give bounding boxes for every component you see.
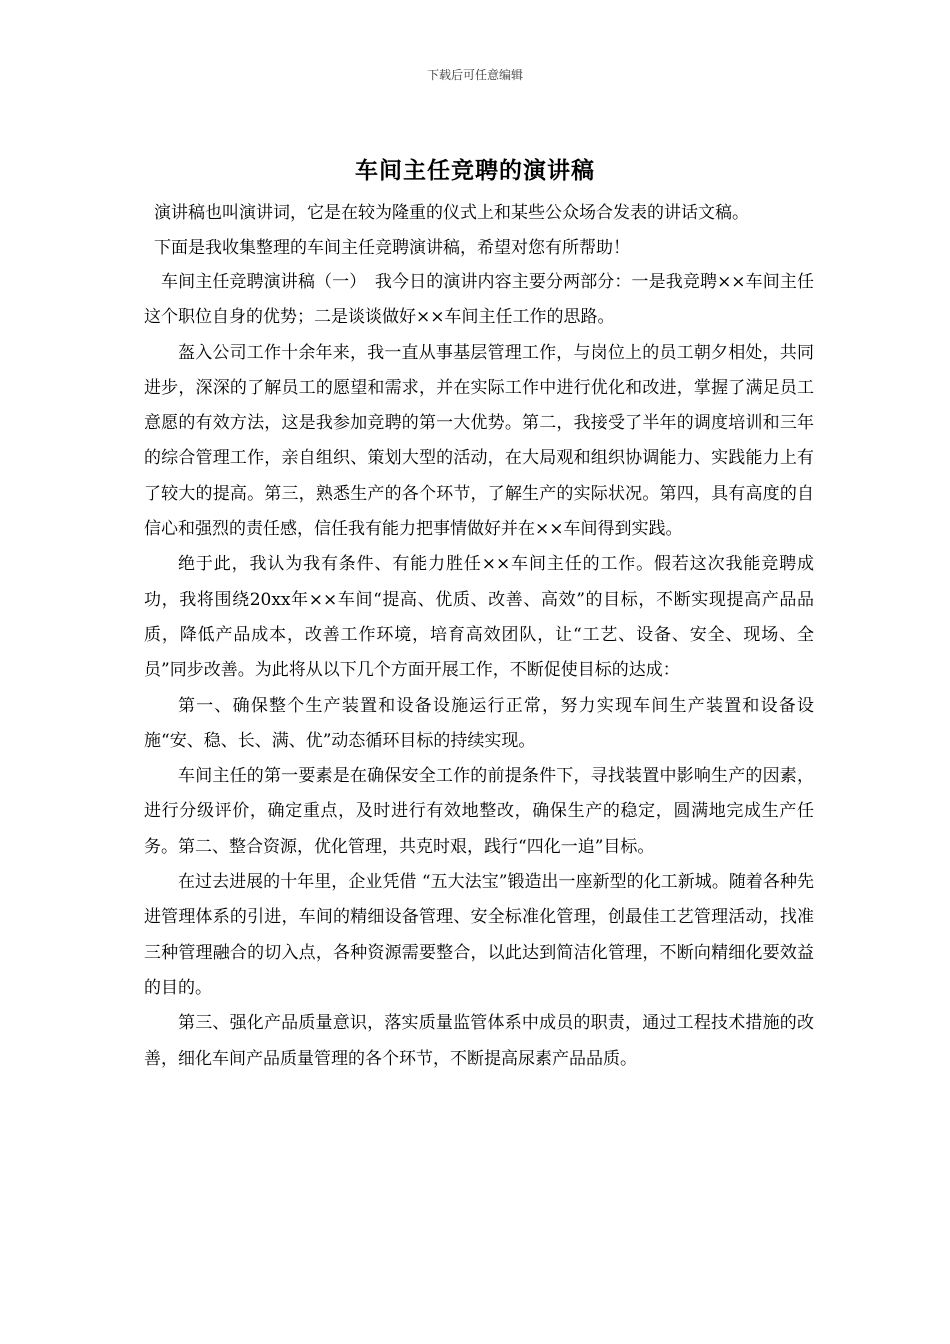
paragraph-5: 车间主任的第一要素是在确保安全工作的前提条件下，寻找装置中影响生产的因素，进行分级评价，确定重点，及时进行有效地整改，确保生产的稳定，圆满地完成生产任务。第二、整合资源，优化管理，共克时艰，践行“四化一追”目标。 [144,766,814,857]
paragraph-6: 在过去进展的十年里，企业凭借 “五大法宝”锻造出一座新型的化工新城。随着各种先进管理体系的引进，车间的精细设备管理、安全标准化管理，创最佳工艺管理活动，找准三种管理融合的切入点，各种资源需要整合，以此达到简洁化管理，不断向精细化要效益的目的。 [144,872,814,998]
paragraph-4: 第一、确保整个生产装置和设备设施运行正常，努力实现车间生产装置和设备设施“安、稳、长、满、优”动态循环目标的持续实现。 [144,695,814,751]
paragraph-1: 车间主任竞聘演讲稿（一） 我今日的演讲内容主要分两部分：一是我竞聘××车间主任这个职位自身的优势；二是谈谈做好××车间主任工作的思路。 [144,272,814,328]
paragraph-7: 第三、强化产品质量意识，落实质量监管体系中成员的职责，通过工程技术措施的改善，细化车间产品质量管理的各个环节，不断提高尿素产品品质。 [144,1013,814,1069]
intro-line-1: 演讲稿也叫演讲词，它是在较为隆重的仪式上和某些公众场合发表的讲话文稿。 [154,203,749,223]
intro-line-2: 下面是我收集整理的车间主任竞聘演讲稿，希望对您有所帮助！ [154,238,630,258]
page-header-note: 下载后可任意编辑 [426,68,523,82]
paragraph-2: 盔入公司工作十余年来，我一直从事基层管理工作，与岗位上的员工朝夕相处，共同进步，深深的了解员工的愿望和需求，并在实际工作中进行优化和改进，掌握了满足员工意愿的有效方法，这是我参加竞聘的第一大优势。第二，我接受了半年的调度培训和三年的综合管理工作，亲自组织、策划大型的活动，在大局观和组织协调能力、实践能力上有了较大的提高。第三，熟悉生产的各个环节，了解生产的实际状况。第四，具有高度的自信心和强烈的责任感，信任我有能力把事情做好并在××车间得到实践。 [144,342,814,540]
document-body [144,265,814,1077]
paragraph-3: 绝于此，我认为我有条件、有能力胜任××车间主任的工作。假若这次我能竞聘成功，我将围绕20xx年××车间“提高、优质、改善、高效”的目标，不断实现提高产品品质，降低产品成本，改善工作环境，培育高效团队，让“工艺、设备、安全、现场、全员”同步改善。为此将从以下几个方面开展工作，不断促使目标的达成： [144,554,814,681]
document-title: 车间主任竞聘的演讲稿 [355,158,595,184]
